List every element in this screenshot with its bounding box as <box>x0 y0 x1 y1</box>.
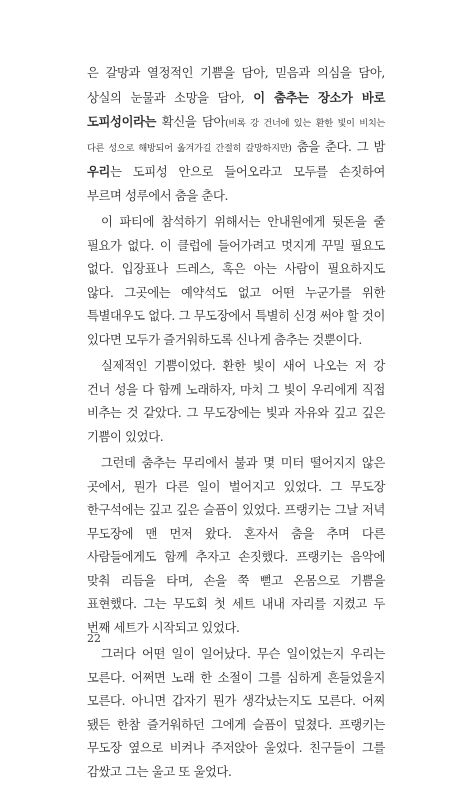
text-run: 그런데 춤추는 무리에서 불과 몇 미터 떨어지지 않은 곳에서, 뭔가 다른 일이 벌어지고 있었다. 그 무도장 한구석에는 깊고 깊은 슬픔이 있었다. 프랭키는 그날 저녁 무도장에 맨 먼저 왔다. 혼자서 춤을 추며 다른 사람들에게도 함께 추자고 손짓했다. 프랭키는 음악에 맞춰 리듬을 타며, 손을 쭉 뻗고 온몸으로 기쁨을 표현했다. 그는 무도회 첫 세트 내내 자리를 지켰고 두 번째 세트가 시작되고 있었다. <box>87 456 385 635</box>
text-run: 춤을 춘다. 그 밤 <box>291 139 386 154</box>
text-run: 확신을 담아 <box>156 115 226 129</box>
paragraph-3 <box>87 355 385 449</box>
text-run: 이 파티에 참석하기 위해서는 안내원에게 뒷돈을 줄 필요가 없다. 이 클럽에 들어가려고 멋지게 꾸밀 필요도 없다. 입장표나 드레스, 혹은 아는 사람이 필요하지도 않다. 그곳에는 예약석도 없고 어떤 누군가를 위한 특별대우도 없다. 그 무도장에서 특별히 신경 써야 할 것이 있다면 모두가 즐거워하도록 신나게 춤추는 것뿐이다. <box>87 215 385 347</box>
page-number: 22 <box>87 632 101 645</box>
text-run: 는 도피성 안으로 들어오라고 모두를 손짓하여 부르며 성루에서 춤을 춘다. <box>87 165 385 203</box>
text-run: 우리 <box>87 164 111 179</box>
paragraph-5 <box>87 643 385 784</box>
paragraph-1 <box>87 62 385 208</box>
text-run: 그러다 어떤 일이 일어났다. 무슨 일이었는지 우리는 모른다. 어쩌면 노래 한 소절이 그를 심하게 흔들었을지 모른다. 아니면 갑자기 뭔가 생각났는지도 모른다. 어찌 됐든 한참 즐거워하던 그에게 슬픔이 덮쳤다. 프랭키는 무도장 옆으로 비켜나 주저앉아 울었다. 친구들이 그를 감쌌고 그는 울고 또 울었다. <box>87 647 385 779</box>
paragraph-2 <box>87 211 385 352</box>
text-run: 은 갈망과 열정적인 기쁨을 담아, 믿음과 의심을 담아, 상실의 눈물과 소망을 담아, <box>87 66 385 105</box>
text-run: 실제적인 기쁨이었다. 환한 빛이 새어 나오는 저 강 건너 성을 다 함께 노래하자, 마치 그 빛이 우리에게 직접 비추는 것 같았다. 그 무도장에는 빛과 자유와 깊고 깊은 기쁨이 있었다. <box>87 359 385 444</box>
text-run: 이 춤추는 장소가 바로 도피성이라는 <box>87 89 385 129</box>
body-text <box>87 62 385 787</box>
paragraph-4 <box>87 452 385 640</box>
text-run: (비록 강 건너에 있는 환한 빛이 비치는 다른 성으로 해방되어 옮겨가길 간절히 갈망하지만) <box>87 118 386 154</box>
